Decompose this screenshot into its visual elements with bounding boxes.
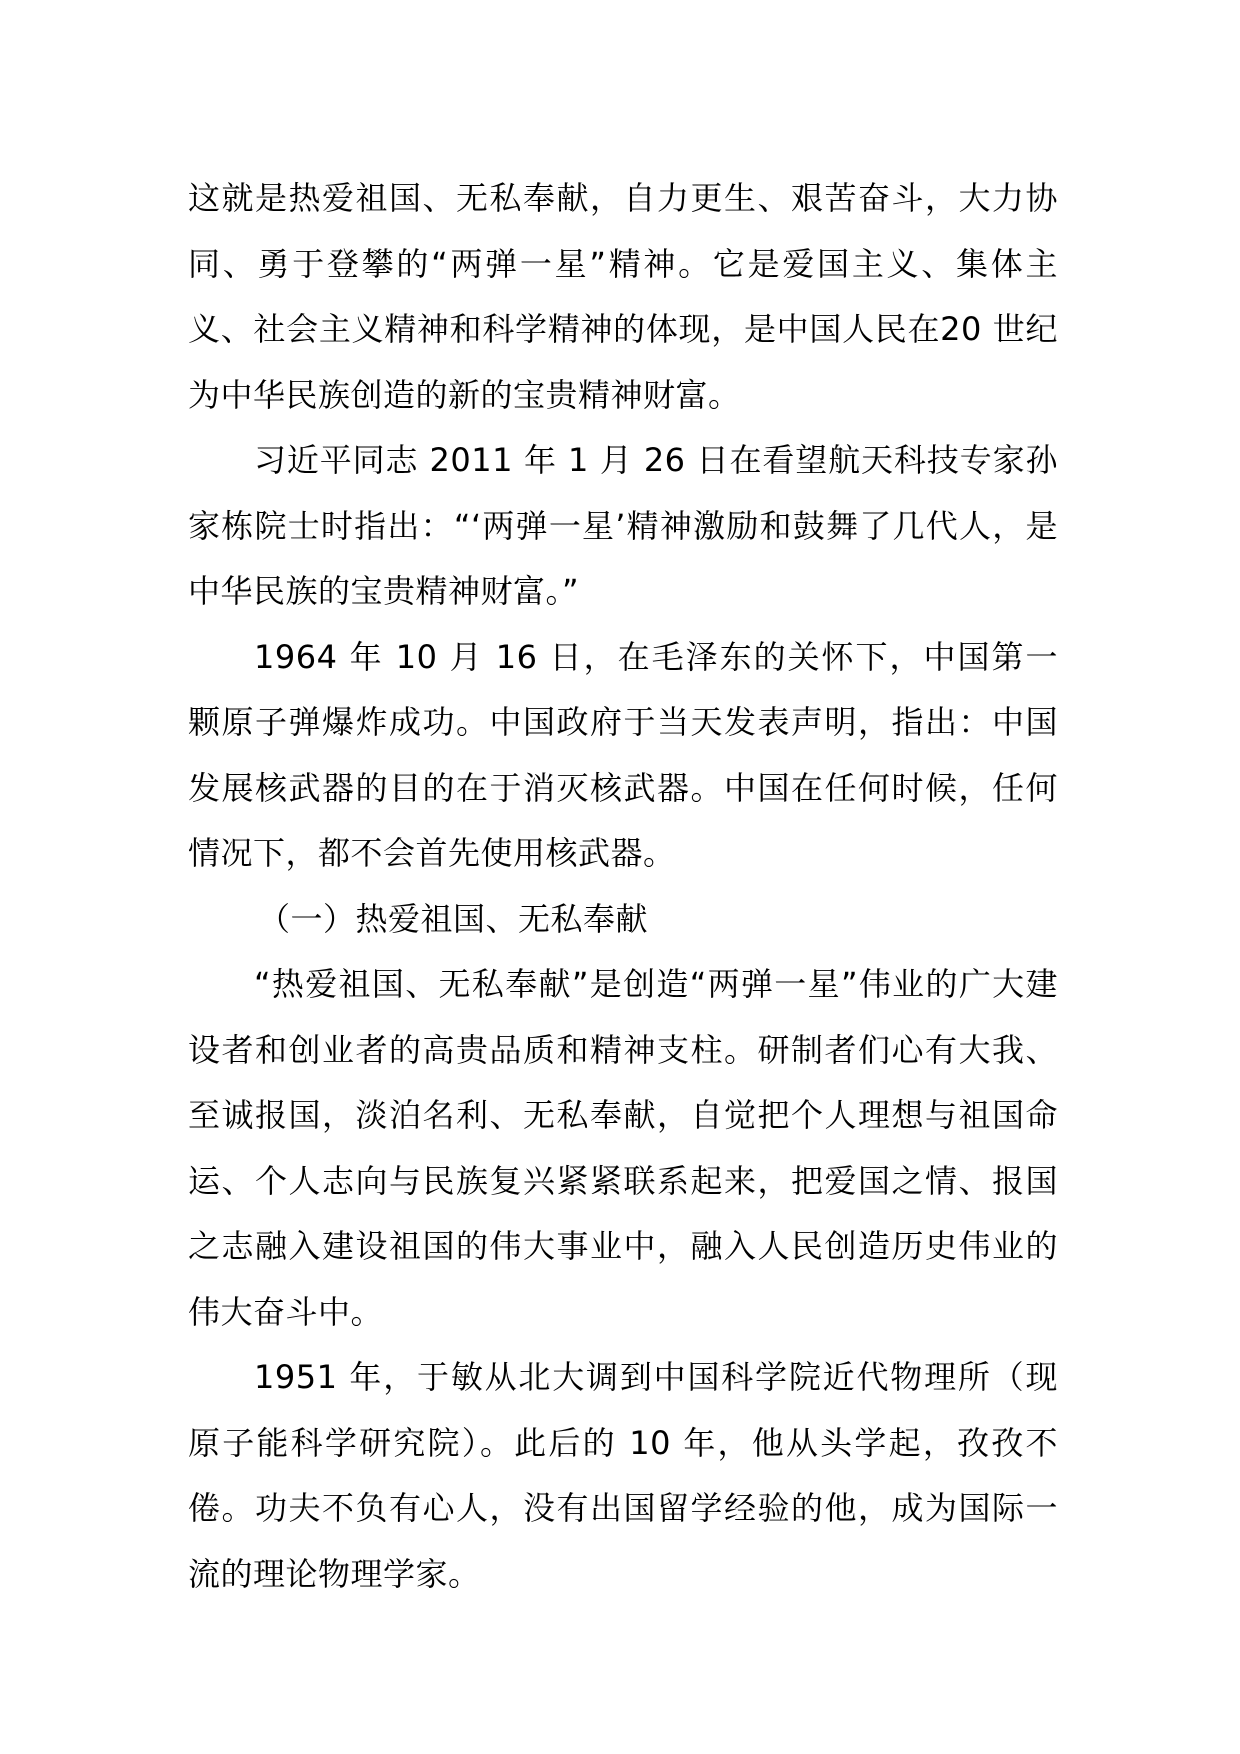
document-body <box>188 166 1058 1607</box>
paragraph-patriotism-dedication: “热爱祖国、无私奉献”是创造“两弹一星”伟业的广大建设者和创业者的高贵品质和精神支柱。研制者们心有大我、至诚报国，淡泊名利、无私奉献，自觉把个人理想与祖国命运、个人志向与民族复兴紧紧联系起来，把爱国之情、报国之志融入建设祖国的伟大事业中，融入人民创造历史伟业的伟大奋斗中。 <box>188 965 1058 1331</box>
paragraph-xi-jinping-quote: 习近平同志 2011 年 1 月 26 日在看望航天科技专家孙家栋院士时指出：“‘两弹一星’精神激励和鼓舞了几代人，是中华民族的宝贵精神财富。” <box>188 441 1058 610</box>
paragraph-two-bombs-one-satellite-spirit: 这就是热爱祖国、无私奉献，自力更生、艰苦奋斗，大力协同、勇于登攀的“两弹一星”精神。它是爱国主义、集体主义、社会主义精神和科学精神的体现，是中国人民在20 世纪为中华民族创造的新的宝贵精神财富。 <box>188 179 1058 414</box>
paragraph-first-atomic-bomb: 1964 年 10 月 16 日，在毛泽东的关怀下，中国第一颗原子弹爆炸成功。中国政府于当天发表声明，指出：中国发展核武器的目的在于消灭核武器。中国在任何时候，任何情况下，都不会首先使用核武器。 <box>188 637 1058 872</box>
section-heading: （一）热爱祖国、无私奉献 <box>258 899 649 938</box>
paragraph-yu-min: 1951 年，于敏从北大调到中国科学院近代物理所（现原子能科学研究院）。此后的 10 年，他从头学起，孜孜不倦。功夫不负有心人，没有出国留学经验的他，成为国际一流的理论物理学家。 <box>188 1358 1058 1593</box>
